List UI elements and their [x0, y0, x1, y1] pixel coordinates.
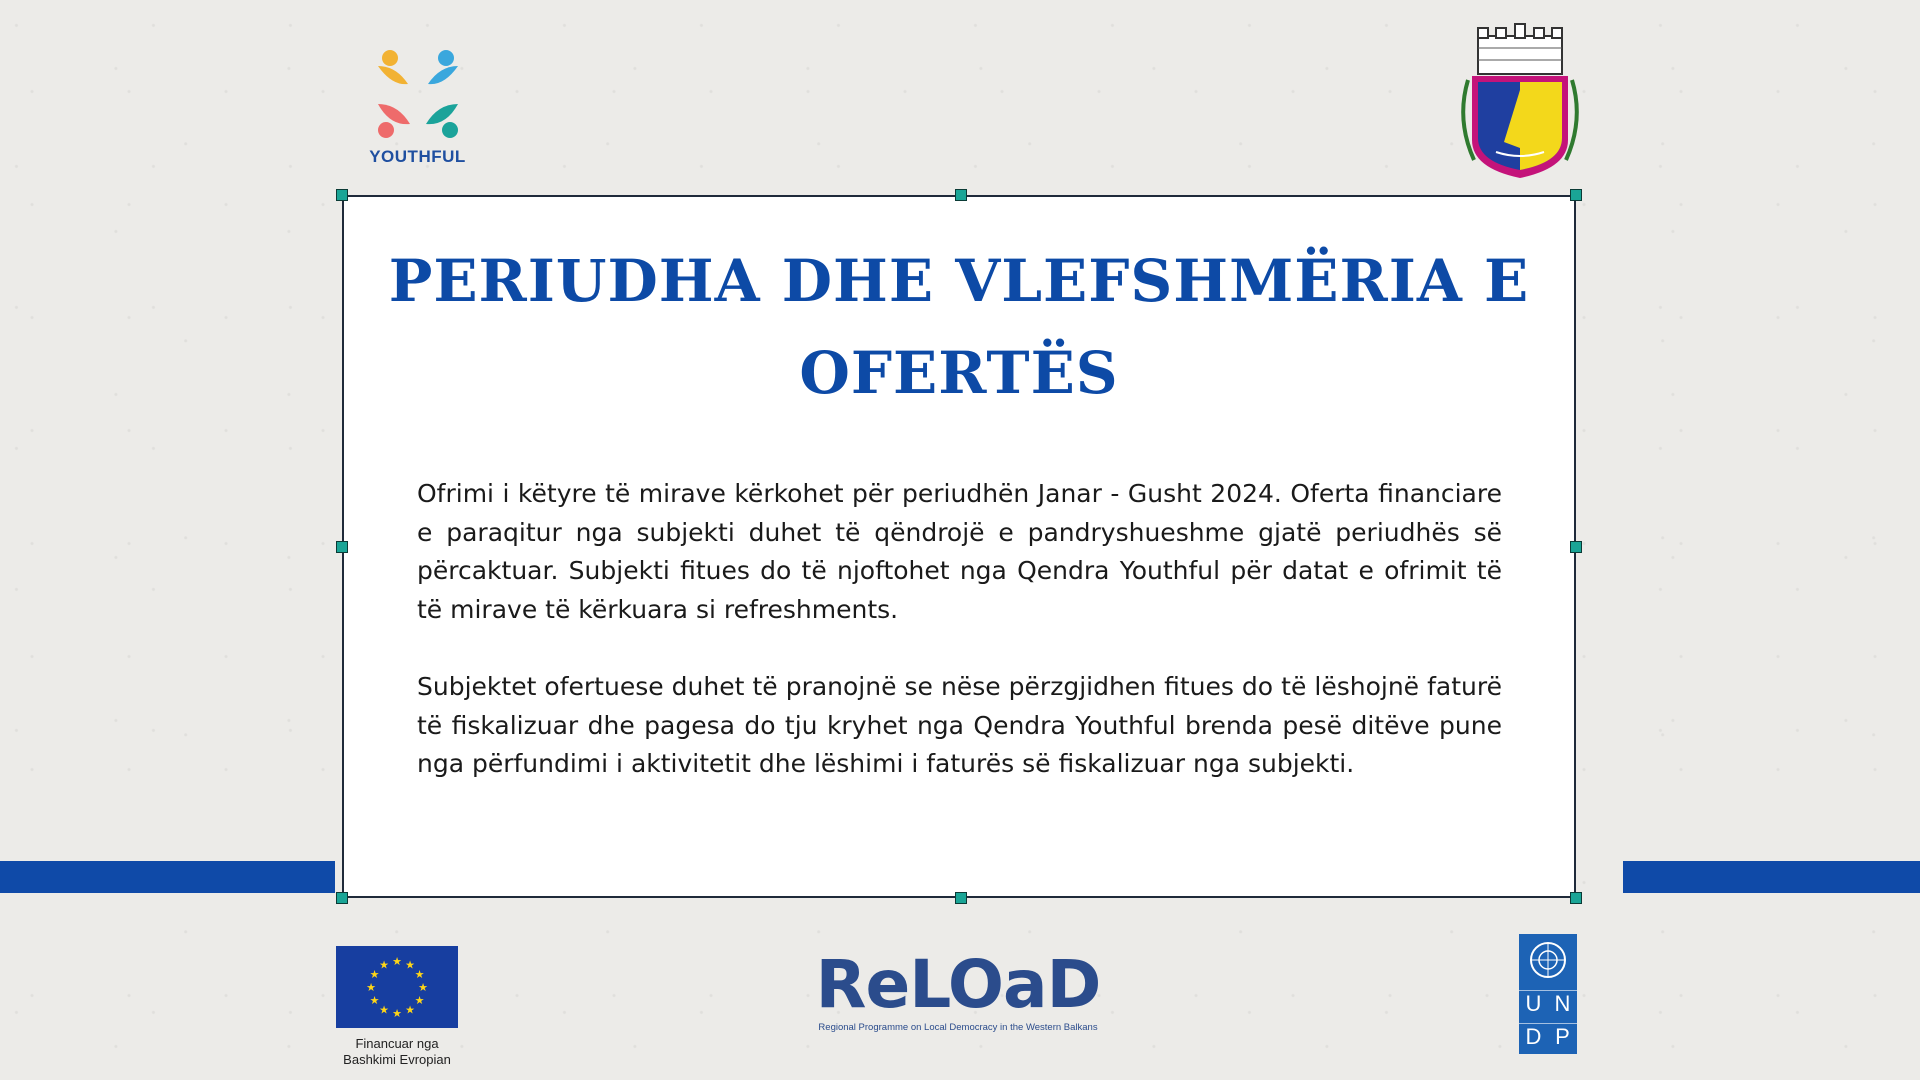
- undp-letters: [1519, 990, 1577, 1050]
- eu-star: ★: [392, 1007, 402, 1020]
- blue-stripe-left: [0, 861, 335, 893]
- youthful-label: YOUTHFUL: [369, 147, 466, 166]
- undp-logo: [1519, 934, 1577, 1054]
- blue-stripe-right: [1623, 861, 1920, 893]
- resize-handle-top-right[interactable]: [1570, 189, 1582, 201]
- eu-star: ★: [414, 994, 425, 1007]
- card-body: [417, 475, 1502, 823]
- reload-wordmark: ReLOaD: [815, 946, 1101, 1023]
- eu-star: ★: [405, 958, 415, 972]
- page-title: PERIUDHA DHE VLEFSHMËRIA E OFERTËS: [388, 247, 1530, 407]
- resize-handle-bottom-right[interactable]: [1570, 892, 1582, 904]
- eu-caption-line1: Financuar nga: [355, 1036, 439, 1051]
- resize-handle-middle-right[interactable]: [1570, 541, 1582, 553]
- eu-caption: [326, 1036, 468, 1068]
- resize-handle-bottom-left[interactable]: [336, 892, 348, 904]
- undp-letter-u: U: [1519, 990, 1548, 1017]
- reload-logo: [808, 946, 1108, 1040]
- eu-star: ★: [369, 968, 380, 981]
- undp-letter-p: P: [1548, 1023, 1577, 1050]
- eu-star: ★: [379, 958, 389, 972]
- eu-star: ★: [369, 994, 380, 1007]
- paragraph-payment: Subjektet ofertuese duhet të pranojnë se nëse përzgjidhen fitues do të lëshojnë faturë të fiskalizuar dhe pagesa do tju kryhet nga Qendra Youthful brenda pesë ditëve pune nga përfundimi i aktivitetit dhe lëshimi i faturës së fiskalizuar nga subjekti.: [417, 672, 1502, 778]
- undp-letter-n: N: [1548, 990, 1577, 1017]
- resize-handle-bottom-center[interactable]: [955, 892, 967, 904]
- eu-star: ★: [414, 968, 425, 981]
- crest-icon: [1450, 20, 1590, 188]
- youthful-people-icon: [368, 44, 468, 144]
- eu-star: ★: [405, 1003, 415, 1017]
- eu-caption-line2: Bashkimi Evropian: [343, 1052, 451, 1067]
- un-emblem-icon: [1519, 934, 1577, 986]
- resize-handle-middle-left[interactable]: [336, 541, 348, 553]
- eu-logo: [336, 946, 458, 1068]
- resize-handle-top-left[interactable]: [336, 189, 348, 201]
- paragraph-period: Ofrimi i këtyre të mirave kërkohet për periudhën Janar - Gusht 2024. Oferta financiare e paraqitur nga subjekti duhet të qëndrojë e pandryshueshme gjatë periudhës së përcaktuar. Subjekti fitues do të njoftohet nga Qendra Youthful për datat e ofrimit të të mirave të kërkuara si refreshments.: [417, 479, 1502, 624]
- resize-handle-top-center[interactable]: [955, 189, 967, 201]
- reload-subtitle: Regional Programme on Local Democracy in the Western Balkans: [818, 1022, 1098, 1033]
- eu-flag-icon: [336, 946, 458, 1028]
- eu-star: ★: [366, 981, 376, 994]
- bashkia-sarande-crest: [1450, 20, 1590, 188]
- youthful-logo: [355, 44, 480, 169]
- offer-card[interactable]: [342, 195, 1576, 898]
- undp-letter-d: D: [1519, 1023, 1548, 1050]
- eu-star: ★: [392, 955, 402, 968]
- eu-star: ★: [379, 1003, 389, 1017]
- eu-star: ★: [418, 981, 428, 994]
